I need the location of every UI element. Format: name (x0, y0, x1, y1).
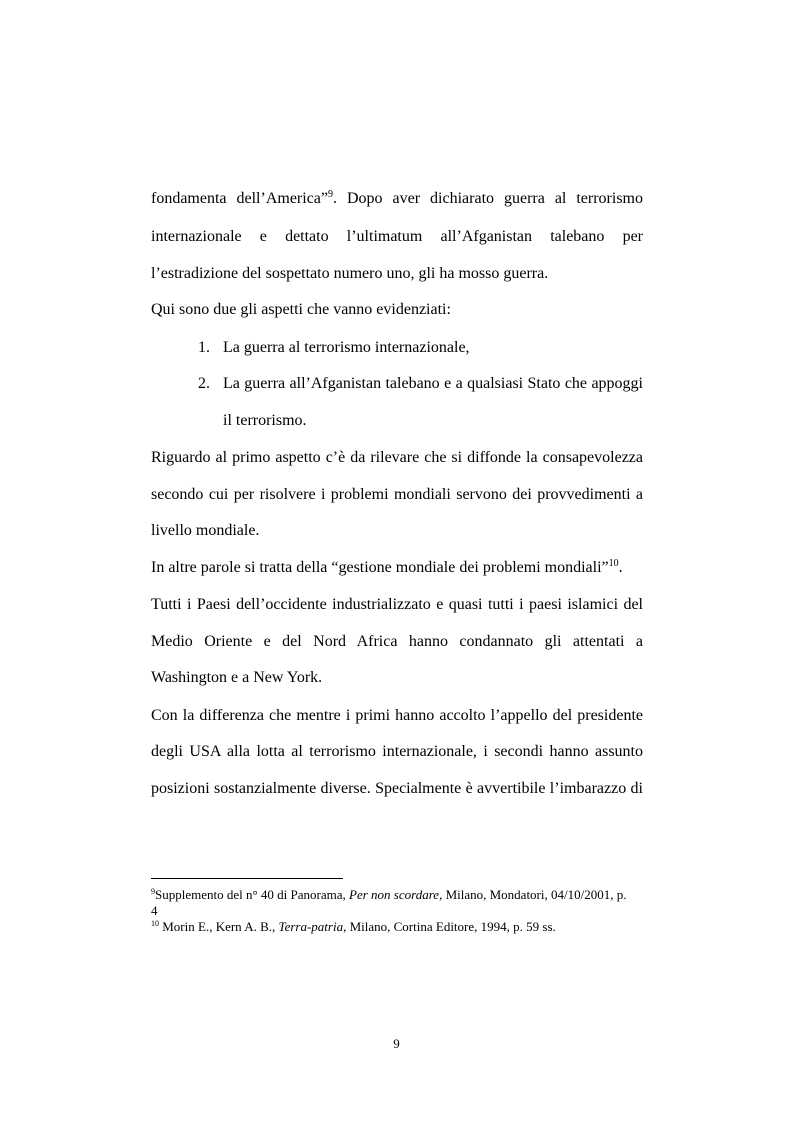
list-item-1: La guerra al terrorismo internazionale, (223, 339, 470, 356)
body-line-2: internazionale e dettato l’ultimatum all’Afganistan talebano per (151, 228, 643, 245)
footnote-number: 10 (151, 919, 159, 928)
body-line-14: Con la differenza che mentre i primi hanno accolto l’appello del presidente (151, 707, 643, 724)
list-item-2-continuation: il terrorismo. (223, 412, 307, 429)
footnote-ref-9: 9 (328, 189, 334, 200)
body-text: In altre parole si tratta della “gestione mondiale dei problemi mondiali” (151, 559, 609, 576)
footnote-text: 4 (151, 903, 158, 918)
footnote-text: Morin E., Kern A. B., (159, 919, 279, 934)
body-line-11: Tutti i Paesi dell’occidente industrializzato e quasi tutti i paesi islamici del (151, 596, 643, 613)
body-line-7: Riguardo al primo aspetto c’è da rilevare che si diffonde la consapevolezza (151, 449, 643, 466)
footnote-text: Supplemento del n° 40 di Panorama, (155, 887, 350, 902)
body-line-15: degli USA alla lotta al terrorismo internazionale, i secondi hanno assunto (151, 743, 643, 760)
body-line-13: Washington e a New York. (151, 669, 323, 686)
body-text: . (618, 559, 623, 576)
footnote-title: Terra-patria (278, 919, 344, 934)
footnote-10 (151, 919, 643, 935)
body-line-8: secondo cui per risolvere i problemi mondiali servono dei provvedimenti a (151, 486, 643, 503)
footnote-ref-10: 10 (608, 558, 619, 569)
page-number: 9 (393, 1036, 400, 1051)
body-text: fondamenta dell’America” (151, 190, 329, 207)
body-line-10 (151, 558, 643, 578)
list-item-2: La guerra all’Afganistan talebano e a qualsiasi Stato che appoggi (223, 375, 643, 392)
body-text: . Dopo aver dichiarato guerra al terrorismo (333, 190, 644, 207)
footnote-separator (151, 878, 343, 879)
body-line-1 (151, 189, 643, 209)
body-line-9: livello mondiale. (151, 522, 260, 539)
footnote-title: Per non scordare (349, 887, 440, 902)
body-line-16: posizioni sostanzialmente diverse. Specialmente è avvertibile l’imbarazzo di (151, 780, 643, 797)
list-number-2: 2. (198, 375, 210, 392)
footnote-9 (151, 887, 643, 919)
list-number-1: 1. (198, 339, 210, 356)
footnote-text: , Milano, Mondatori, 04/10/2001, p. (439, 887, 627, 902)
footnote-text: , Milano, Cortina Editore, 1994, p. 59 ss. (343, 919, 556, 934)
body-line-3: l’estradizione del sospettato numero uno, gli ha mosso guerra. (151, 265, 549, 282)
footnote-number: 9 (151, 887, 155, 896)
body-line-12: Medio Oriente e del Nord Africa hanno condannato gli attentati a (151, 633, 643, 650)
body-line-4: Qui sono due gli aspetti che vanno evidenziati: (151, 301, 451, 318)
